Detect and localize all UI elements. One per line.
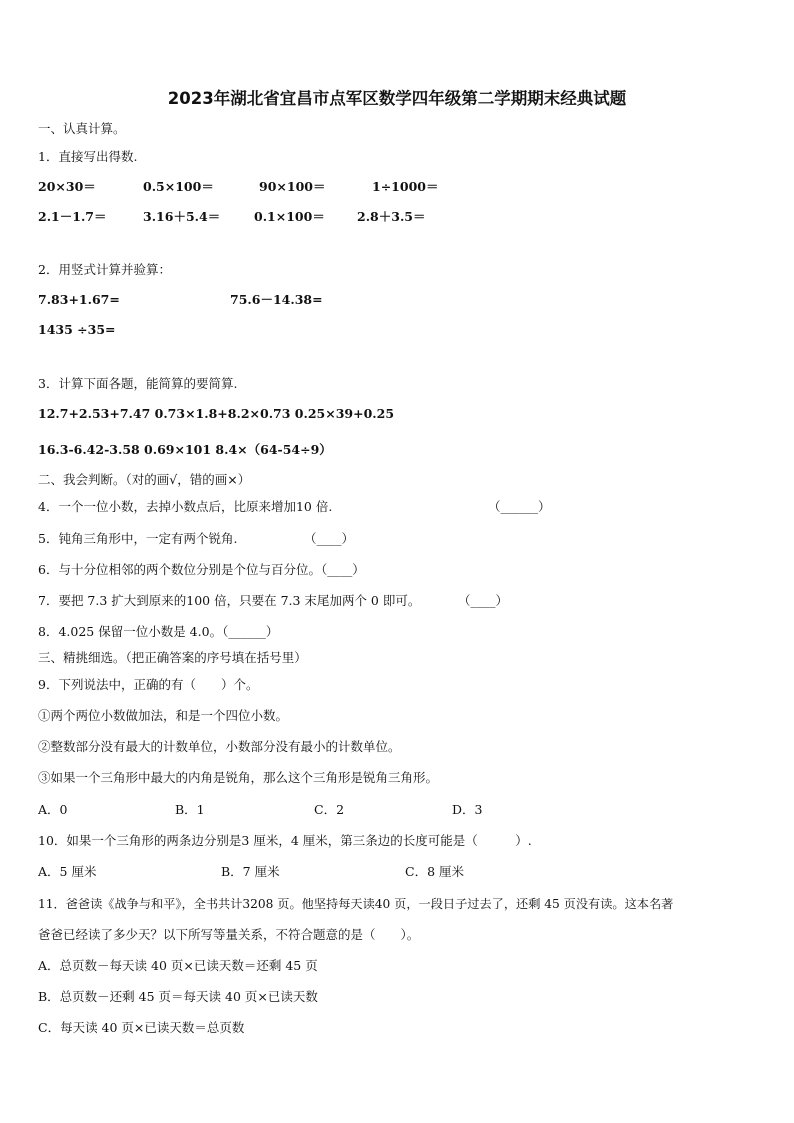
q1-item: 2.1－1.7＝ <box>38 209 107 224</box>
q9-statement: ③如果一个三角形中最大的内角是锐角，那么这个三角形是锐角三角形。 <box>38 770 439 785</box>
q9-statement: ②整数部分没有最大的计数单位，小数部分没有最小的计数单位。 <box>38 739 401 754</box>
q9-option: C．2 <box>314 802 345 817</box>
q1-item: 0.1×100＝ <box>254 209 325 224</box>
q2-item: 7.83+1.67= <box>38 292 120 307</box>
q11-stem-continued: 爸爸已经读了多少天？以下所写等量关系，不符合题意的是（ ）。 <box>38 927 420 942</box>
q9-option: D．3 <box>452 802 483 817</box>
q7-answer-blank[interactable]: （____） <box>458 593 509 608</box>
q11-option: A．总页数－每天读 40 页×已读天数＝还剩 45 页 <box>38 958 318 973</box>
q2-item: 1435 ÷35= <box>38 322 116 337</box>
q9-option: A．0 <box>38 802 68 817</box>
q9-stem: 9．下列说法中，正确的有（ ）个。 <box>38 677 259 692</box>
q8-text: 8．4.025 保留一位小数是 4.0。（______） <box>38 624 279 639</box>
q1-item: 90×100＝ <box>259 179 326 194</box>
q1-item: 0.5×100＝ <box>143 179 214 194</box>
q10-option: B．7 厘米 <box>221 864 280 879</box>
q3-row: 16.3-6.42-3.58 0.69×101 8.4×（64-54÷9） <box>38 442 332 457</box>
q4-answer-blank[interactable]: （______） <box>488 499 551 514</box>
q10-option: C．8 厘米 <box>405 864 464 879</box>
q1-item: 2.8＋3.5＝ <box>357 209 426 224</box>
q10-option: A．5 厘米 <box>38 864 97 879</box>
q1-stem: 1．直接写出得数. <box>38 149 138 164</box>
q7-text: 7．要把 7.3 扩大到原来的100 倍，只要在 7.3 末尾加两个 0 即可。 <box>38 593 421 608</box>
q3-row: 12.7+2.53+7.47 0.73×1.8+8.2×0.73 0.25×39+0.25 <box>38 406 395 421</box>
q9-statement: ①两个两位小数做加法，和是一个四位小数。 <box>38 708 289 723</box>
q5-answer-blank[interactable]: （____） <box>304 531 355 546</box>
q2-item: 75.6－14.38= <box>230 292 323 307</box>
section-1-heading: 一、认真计算。 <box>38 121 126 136</box>
page-title: 2023年湖北省宜昌市点军区数学四年级第二学期期末经典试题 <box>167 89 627 108</box>
q3-stem: 3．计算下面各题，能简算的要简算. <box>38 376 238 391</box>
section-3-heading: 三、精挑细选。（把正确答案的序号填在括号里） <box>38 650 307 665</box>
q1-item: 1÷1000＝ <box>372 179 439 194</box>
q5-text: 5．钝角三角形中，一定有两个锐角. <box>38 531 238 546</box>
q2-stem: 2．用竖式计算并验算： <box>38 262 171 277</box>
q4-text: 4．一个一位小数，去掉小数点后，比原来增加10 倍. <box>38 499 333 514</box>
q11-option: B．总页数－还剩 45 页＝每天读 40 页×已读天数 <box>38 989 318 1004</box>
q11-option: C．每天读 40 页×已读天数＝总页数 <box>38 1020 245 1035</box>
section-2-heading: 二、我会判断。（对的画√，错的画×） <box>38 472 251 487</box>
q11-stem: 11．爸爸读《战争与和平》，全书共计3208 页。他坚持每天读40 页，一段日子过去了，还剩 45 页没有读。这本名著 <box>38 897 674 911</box>
q10-stem: 10．如果一个三角形的两条边分别是3 厘米，4 厘米，第三条边的长度可能是（ ）. <box>38 833 532 848</box>
q1-item: 3.16＋5.4＝ <box>143 209 221 224</box>
q1-item: 20×30＝ <box>38 179 96 194</box>
q9-option: B．1 <box>175 802 205 817</box>
q6-text: 6．与十分位相邻的两个数位分别是个位与百分位。（____） <box>38 562 365 577</box>
